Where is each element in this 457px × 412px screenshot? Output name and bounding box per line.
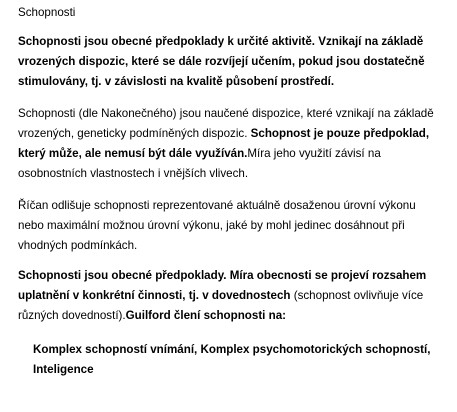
- paragraph-definition-bold: Schopnosti jsou obecné předpoklady k určité aktivitě. Vznikají na základě vrozených dispozic, které se dále rozvíjejí učením, pokud jsou dostatečně stimulovány, tj. v závislosti na kvalitě působení prostředí.: [18, 35, 425, 88]
- paragraph-nakonecny-bold: Schopnost je pouze předpoklad, který může, ale nemusí být dále využíván.: [18, 127, 430, 160]
- paragraph-generality-text: (schopnost ovlivňuje více různých dovedností).: [18, 289, 424, 322]
- paragraph-nakonecny-text-end: Míra jeho využití závisí na osobnostních vlastnostech i vnějších vlivech.: [18, 147, 381, 180]
- paragraph-rican: [18, 196, 443, 256]
- paragraph-nakonecny-text-start: Schopnosti (dle Nakonečného) jsou naučené dispozice, které vznikají na základě vrozených, geneticky podmíněných dispozic.: [18, 107, 434, 140]
- paragraph-generality-bold-end: Guilford člení schopnosti na:: [125, 309, 287, 322]
- paragraph-generality: [18, 266, 443, 326]
- paragraph-guilford-list: [18, 340, 443, 380]
- paragraph-rican-text: Říčan odlišuje schopnosti reprezentované aktuálně dosaženou úrovní výkonu nebo maximální možnou úrovní výkonu, jaké by mohl jedinec dosáhnout při vhodných podmínkách.: [18, 199, 416, 252]
- paragraph-definition: [18, 32, 443, 92]
- paragraph-generality-bold-start: Schopnosti jsou obecné předpoklady. Míra obecnosti se projeví rozsahem uplatnění v konkrétní činnosti, tj. v dovednostech: [18, 269, 427, 302]
- paragraph-nakonecny: [18, 104, 443, 184]
- document-title: Schopnosti: [18, 6, 76, 19]
- paragraph-guilford-list-bold: Komplex schopností vnímání, Komplex psychomotorických schopností, Inteligence: [33, 343, 431, 376]
